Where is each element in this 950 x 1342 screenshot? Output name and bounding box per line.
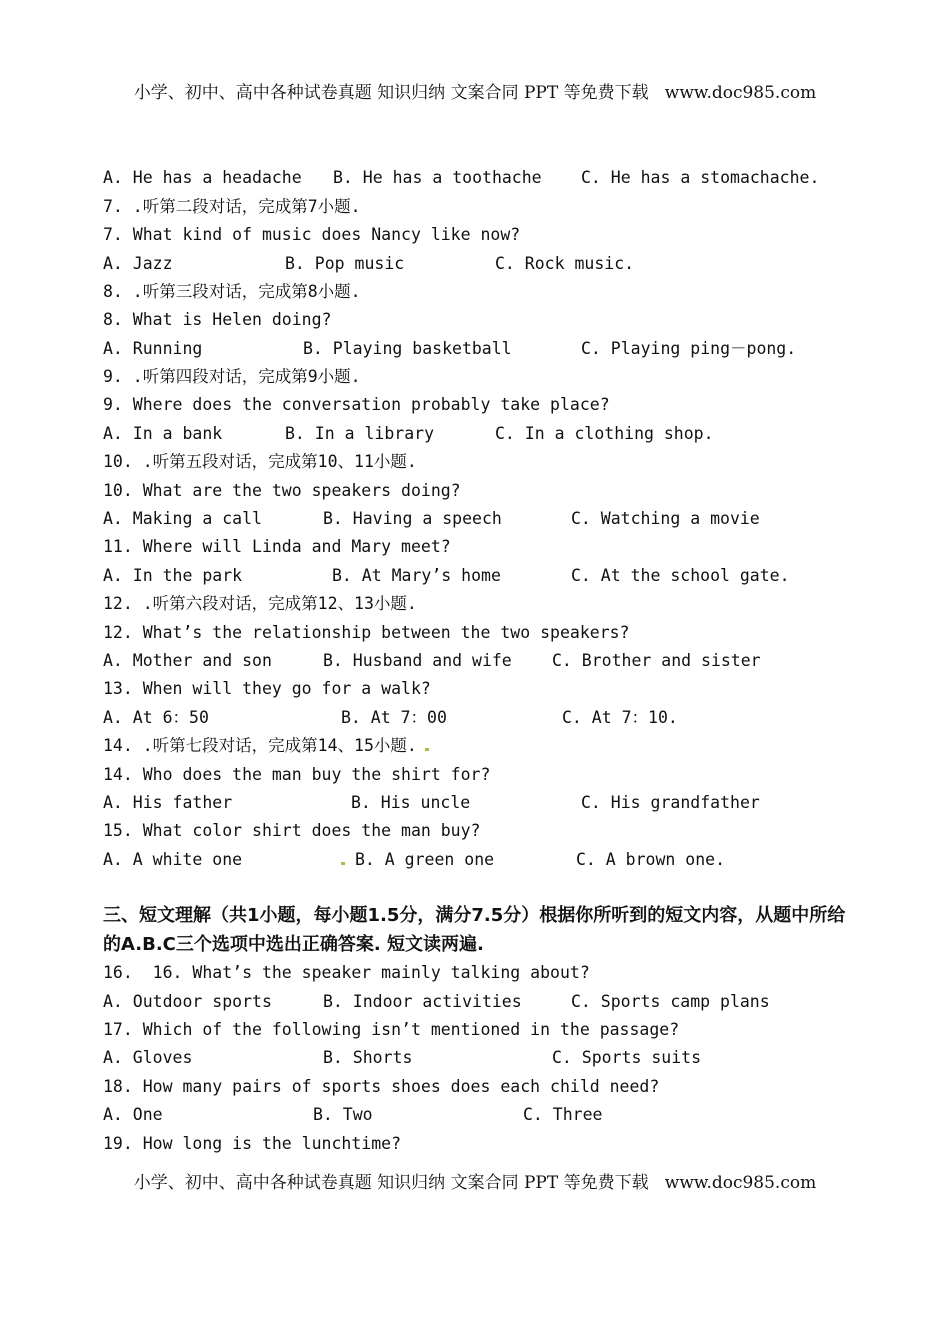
answer-option: C. Sports suits bbox=[552, 1048, 702, 1067]
answer-option: B. He has a toothache bbox=[333, 168, 542, 187]
answer-option: B. Pop music bbox=[285, 254, 405, 273]
answer-option: B. Shorts bbox=[323, 1048, 413, 1067]
answer-option: C. A brown one. bbox=[576, 850, 726, 869]
question-text: 10. .听第五段对话，完成第10、11小题. bbox=[103, 452, 417, 471]
question-text: 13. When will they go for a walk? bbox=[103, 679, 431, 698]
question-text: 14. Who does the man buy the shirt for? bbox=[103, 765, 491, 784]
question-text: 9. .听第四段对话，完成第9小题. bbox=[103, 367, 361, 386]
question-text: 8. .听第三段对话，完成第8小题. bbox=[103, 282, 361, 301]
answer-option: C. Brother and sister bbox=[552, 651, 761, 670]
answer-option: C. Watching a movie bbox=[571, 509, 760, 528]
answer-option: A. Making a call bbox=[103, 509, 262, 528]
answer-option: C. In a clothing shop. bbox=[495, 424, 714, 443]
answer-option: C. At the school gate. bbox=[571, 566, 790, 585]
question-text: 9. Where does the conversation probably take place? bbox=[103, 395, 610, 414]
answer-option: A. In the park bbox=[103, 566, 243, 585]
answer-option: A. His father bbox=[103, 793, 233, 812]
answer-option: A. In a bank bbox=[103, 424, 223, 443]
stray-mark bbox=[341, 862, 345, 865]
answer-option: B. Husband and wife bbox=[323, 651, 512, 670]
answer-option: A. Running bbox=[103, 339, 203, 358]
answer-option: B. Indoor activities bbox=[323, 992, 522, 1011]
answer-option: B. Having a speech bbox=[323, 509, 502, 528]
answer-option: A. He has a headache bbox=[103, 168, 302, 187]
answer-option: A. Mother and son bbox=[103, 651, 272, 670]
question-text: 16. 16. What’s the speaker mainly talking about? bbox=[103, 963, 590, 982]
footer-banner: 小学、初中、高中各种试卷真题 知识归纳 文案合同 PPT 等免费下载 www.doc985.com bbox=[133, 1173, 817, 1193]
section-3-heading: 三、短文理解（共1小题，每小题1.5分，满分7.5分）根据你所听到的短文内容，从题中所给的A.B.C三个选项中选出正确答案. 短文读两遍. bbox=[103, 905, 846, 955]
question-text: 15. What color shirt does the man buy? bbox=[103, 821, 481, 840]
answer-option: A. One bbox=[103, 1105, 163, 1124]
answer-option: C. He has a stomachache. bbox=[581, 168, 820, 187]
question-text: 12. .听第六段对话，完成第12、13小题. bbox=[103, 594, 417, 613]
answer-option: C. Rock music. bbox=[495, 254, 635, 273]
question-text: 17. Which of the following isn’t mentioned in the passage? bbox=[103, 1020, 680, 1039]
question-text: 7. .听第二段对话，完成第7小题. bbox=[103, 197, 361, 216]
question-text: 12. What’s the relationship between the two speakers? bbox=[103, 623, 630, 642]
answer-option: A. At 6：50 bbox=[103, 708, 209, 727]
question-text: 14. .听第七段对话，完成第14、15小题. bbox=[103, 736, 417, 755]
stray-mark bbox=[425, 748, 429, 751]
question-text: 11. Where will Linda and Mary meet? bbox=[103, 537, 451, 556]
answer-option: B. At Mary’s home bbox=[332, 566, 501, 585]
answer-option: B. At 7：00 bbox=[341, 708, 447, 727]
answer-option: C. His grandfather bbox=[581, 793, 760, 812]
header-banner: 小学、初中、高中各种试卷真题 知识归纳 文案合同 PPT 等免费下载 www.doc985.com bbox=[133, 83, 817, 103]
question-text: 18. How many pairs of sports shoes does each child need? bbox=[103, 1077, 660, 1096]
answer-option: A. Jazz bbox=[103, 254, 173, 273]
question-text: 10. What are the two speakers doing? bbox=[103, 481, 461, 500]
answer-option: C. Three bbox=[523, 1105, 603, 1124]
answer-option: C. Playing ping－pong. bbox=[581, 339, 797, 358]
answer-option: C. At 7：10. bbox=[562, 708, 678, 727]
answer-option: A. Gloves bbox=[103, 1048, 193, 1067]
answer-option: B. A green one bbox=[355, 850, 495, 869]
question-text: 8. What is Helen doing? bbox=[103, 310, 332, 329]
answer-option: C. Sports camp plans bbox=[571, 992, 770, 1011]
answer-option: B. In a library bbox=[285, 424, 435, 443]
answer-option: B. His uncle bbox=[351, 793, 471, 812]
question-text: 7. What kind of music does Nancy like now? bbox=[103, 225, 521, 244]
question-text: 19. How long is the lunchtime? bbox=[103, 1134, 402, 1153]
answer-option: A. Outdoor sports bbox=[103, 992, 272, 1011]
answer-option: A. A white one bbox=[103, 850, 243, 869]
answer-option: B. Two bbox=[313, 1105, 373, 1124]
answer-option: B. Playing basketball bbox=[303, 339, 512, 358]
